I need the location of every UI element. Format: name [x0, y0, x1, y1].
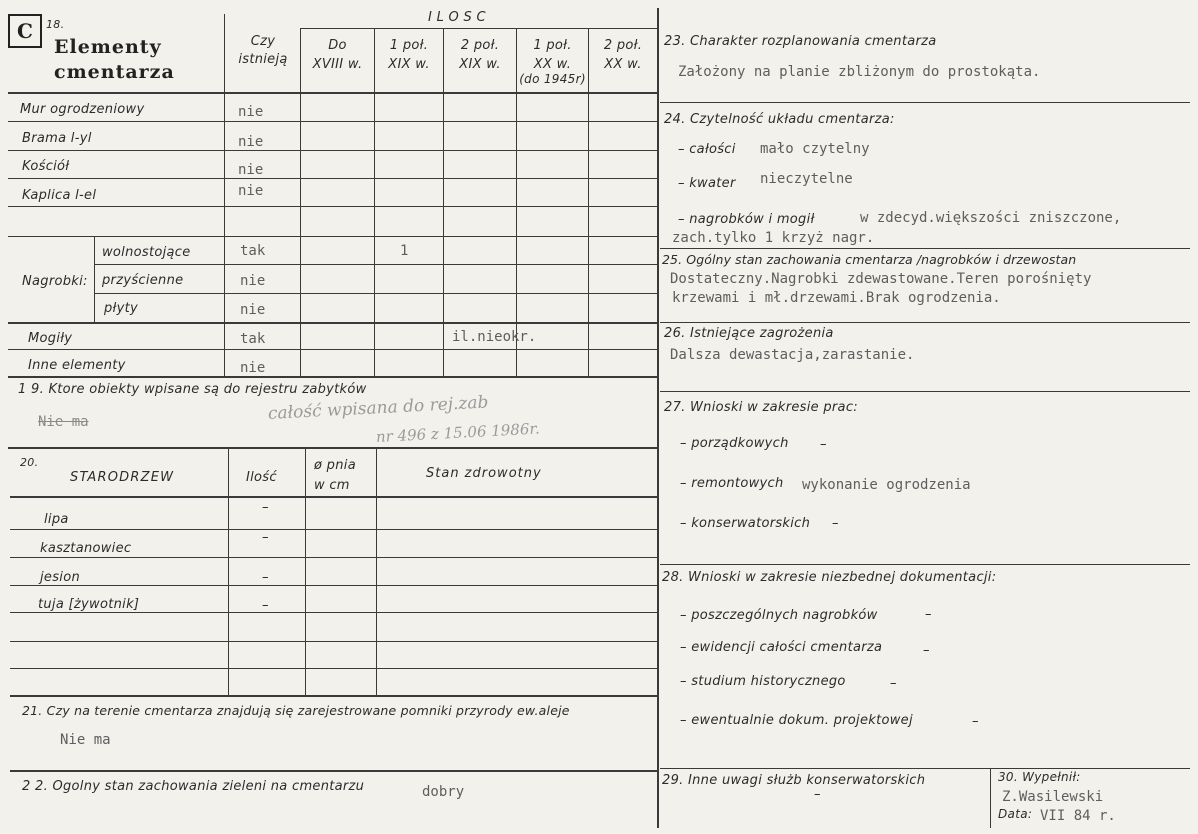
- row-value: nie: [238, 104, 264, 120]
- table-line: [8, 236, 657, 237]
- row-count: 1: [400, 243, 409, 259]
- table-line: [10, 770, 659, 772]
- tree-count: –: [262, 530, 269, 545]
- table-line: [10, 612, 659, 613]
- table-line: [8, 178, 657, 179]
- section-22-value: dobry: [422, 784, 465, 800]
- dok-item-label: – ewentualnie dokum. projektowej: [680, 713, 913, 728]
- table-line: [228, 448, 229, 696]
- row-label: Mogiły: [28, 331, 73, 346]
- tree-name: lipa: [44, 512, 69, 527]
- prace-item-value: wykonanie ogrodzenia: [802, 477, 971, 493]
- section-30-name: Z.Wasilewski: [1002, 789, 1104, 805]
- nagrobki-label: Nagrobki:: [22, 274, 88, 289]
- col-header: [517, 38, 588, 86]
- table-line: [660, 768, 1190, 769]
- table-line: [8, 92, 657, 94]
- center-divider: [657, 8, 659, 828]
- section-29-value: –: [814, 787, 821, 802]
- section-25-value: krzewami i mł.drzewami.Brak ogrodzenia.: [672, 290, 1001, 306]
- czy-header-line: Czy: [250, 34, 276, 49]
- dok-item-value: –: [923, 643, 930, 658]
- col-header-line: 2 poł.: [460, 38, 500, 53]
- tree-name: tuja [żywotnik]: [38, 597, 140, 612]
- nagrobkow-value: w zdecyd.większości zniszczone,: [860, 210, 1122, 226]
- table-line: [10, 496, 659, 498]
- row-value: nie: [240, 302, 266, 318]
- section-22-label: 2 2. Ogolny stan zachowania zieleni na cmentarzu: [22, 779, 365, 794]
- section-19-value: Nie ma: [38, 414, 89, 430]
- table-line: [8, 447, 659, 449]
- dok-item-label: – ewidencji całości cmentarza: [680, 640, 883, 655]
- col-header: [375, 38, 443, 72]
- table-line: [990, 768, 991, 828]
- czy-header: [226, 34, 300, 67]
- section-21-value: Nie ma: [60, 732, 111, 748]
- row-value: nie: [238, 183, 264, 199]
- row-label: Brama l-yl: [22, 131, 92, 146]
- nagrobkow-label: – nagrobków i mogił: [678, 212, 815, 227]
- section-26-label: 26. Istniejące zagrożenia: [664, 326, 834, 341]
- row-label: Kościół: [22, 159, 70, 174]
- page-title: cmentarza: [54, 61, 175, 83]
- table-line: [94, 293, 657, 294]
- prace-item-label: – porządkowych: [680, 436, 789, 451]
- row-label: wolnostojące: [102, 245, 191, 260]
- row-label: Kaplica l-el: [22, 188, 97, 203]
- handwritten-note: całość wpisana do rej.zab: [267, 392, 489, 424]
- card-letter: C: [8, 14, 42, 48]
- row-value: nie: [240, 273, 266, 289]
- table-line: [10, 557, 659, 558]
- section-number: 20.: [20, 456, 39, 469]
- section-30-date: VII 84 r.: [1040, 808, 1116, 824]
- col-header-line: XIX w.: [459, 57, 501, 72]
- row-label: przyścienne: [102, 273, 184, 288]
- tree-name: kasztanowiec: [40, 541, 132, 556]
- col-header: [444, 38, 516, 72]
- tree-count: –: [262, 598, 269, 613]
- table-line: [10, 668, 659, 669]
- table-line: [10, 695, 659, 697]
- table-line: [8, 349, 657, 350]
- tree-name: jesion: [40, 570, 80, 585]
- table-line: [305, 448, 306, 696]
- section-30-date-label: Data:: [998, 807, 1033, 821]
- section-28-label: 28. Wnioski w zakresie niezbednej dokumentacji:: [662, 570, 997, 585]
- table-line: [660, 322, 1190, 323]
- section-29-label: 29. Inne uwagi służb konserwatorskich: [662, 773, 926, 788]
- col-header-line: 1 poł.: [533, 38, 572, 53]
- table-line: [10, 585, 659, 586]
- row-value: tak: [240, 243, 266, 259]
- row-value: nie: [240, 360, 266, 376]
- dok-item-value: –: [972, 714, 979, 729]
- col-header-line: 2 poł.: [603, 38, 643, 53]
- table-line: [300, 28, 657, 29]
- col-header-line: XIX w.: [388, 57, 430, 72]
- col-header-line: Do: [328, 38, 347, 53]
- tree-count: –: [262, 570, 269, 585]
- section-27-label: 27. Wnioski w zakresie prac:: [664, 400, 858, 415]
- section-23-label: 23. Charakter rozplanowania cmentarza: [664, 34, 937, 49]
- stan-col-header: Stan zdrowotny: [426, 466, 542, 481]
- col-header: [589, 38, 657, 72]
- ilosc-header: I L O S C: [428, 10, 486, 25]
- ilosc-col-header: Ilość: [246, 470, 277, 485]
- table-line: [660, 564, 1190, 565]
- section-24-label: 24. Czytelność układu cmentarza:: [664, 112, 895, 127]
- dok-item-value: –: [890, 676, 897, 691]
- prace-item-label: – remontowych: [680, 476, 784, 491]
- dok-item-label: – poszczególnych nagrobków: [680, 608, 878, 623]
- col-header-line: XX w.: [533, 57, 572, 72]
- table-line: [8, 121, 657, 122]
- prace-item-value: –: [832, 516, 839, 531]
- kwater-value: nieczytelne: [760, 171, 853, 187]
- section-21-label: 21. Czy na terenie cmentarza znajdują się zarejestrowane pomniki przyrody ew.aleje: [22, 703, 570, 718]
- section-25-value: Dostateczny.Nagrobki zdewastowane.Teren porośnięty: [670, 271, 1092, 287]
- table-line: [660, 102, 1190, 103]
- col-header-line: 1 poł.: [389, 38, 429, 53]
- row-value: nie: [238, 134, 264, 150]
- table-line: [94, 264, 657, 265]
- col-header: [301, 38, 374, 72]
- table-line: [660, 248, 1190, 249]
- section-19-label: 1 9. Ktore obiekty wpisane są do rejestru zabytków: [18, 382, 367, 397]
- dok-item-value: –: [925, 607, 932, 622]
- row-value: nie: [238, 162, 264, 178]
- row-label: płyty: [104, 301, 138, 316]
- col-header-line: XX w.: [604, 57, 642, 72]
- table-line: [660, 391, 1190, 392]
- prace-item-value: –: [820, 437, 827, 452]
- section-26-value: Dalsza dewastacja,zarastanie.: [670, 347, 915, 363]
- row-label: Mur ogrodzeniowy: [20, 102, 145, 117]
- section-25-label: 25. Ogólny stan zachowania cmentarza /nagrobków i drzewostan: [662, 252, 1077, 267]
- tree-count: –: [262, 500, 269, 515]
- col-header-line: XVIII w.: [312, 57, 363, 72]
- page-title: Elementy: [54, 36, 162, 58]
- table-line: [8, 376, 657, 378]
- row-label: Inne elementy: [28, 358, 126, 373]
- handwritten-note: nr 496 z 15.06 1986r.: [375, 419, 541, 446]
- nagrobkow-value: zach.tylko 1 krzyż nagr.: [672, 230, 875, 246]
- section-number: 18.: [46, 18, 65, 31]
- table-line: [8, 150, 657, 151]
- table-line: [94, 236, 95, 322]
- pien-col-header: w cm: [314, 478, 350, 493]
- section-30-label: 30. Wypełnił:: [998, 770, 1081, 784]
- row-note: il.nieokr.: [452, 329, 537, 345]
- table-line: [376, 448, 377, 696]
- calosci-label: – całości: [678, 142, 736, 157]
- row-value: tak: [240, 331, 266, 347]
- section-23-value: Założony na planie zbliżonym do prostokąta.: [678, 64, 1041, 80]
- kwater-label: – kwater: [678, 176, 736, 191]
- table-line: [8, 322, 657, 324]
- table-line: [8, 206, 657, 207]
- prace-item-label: – konserwatorskich: [680, 516, 811, 531]
- table-line: [10, 529, 659, 530]
- dok-item-label: – studium historycznego: [680, 674, 846, 689]
- col-header-line: (do 1945r): [519, 72, 586, 86]
- calosci-value: mało czytelny: [760, 141, 870, 157]
- table-line: [10, 641, 659, 642]
- starodrzew-header: STARODRZEW: [70, 470, 175, 485]
- czy-header-line: istnieją: [238, 52, 288, 67]
- pien-col-header: ø pnia: [314, 458, 356, 473]
